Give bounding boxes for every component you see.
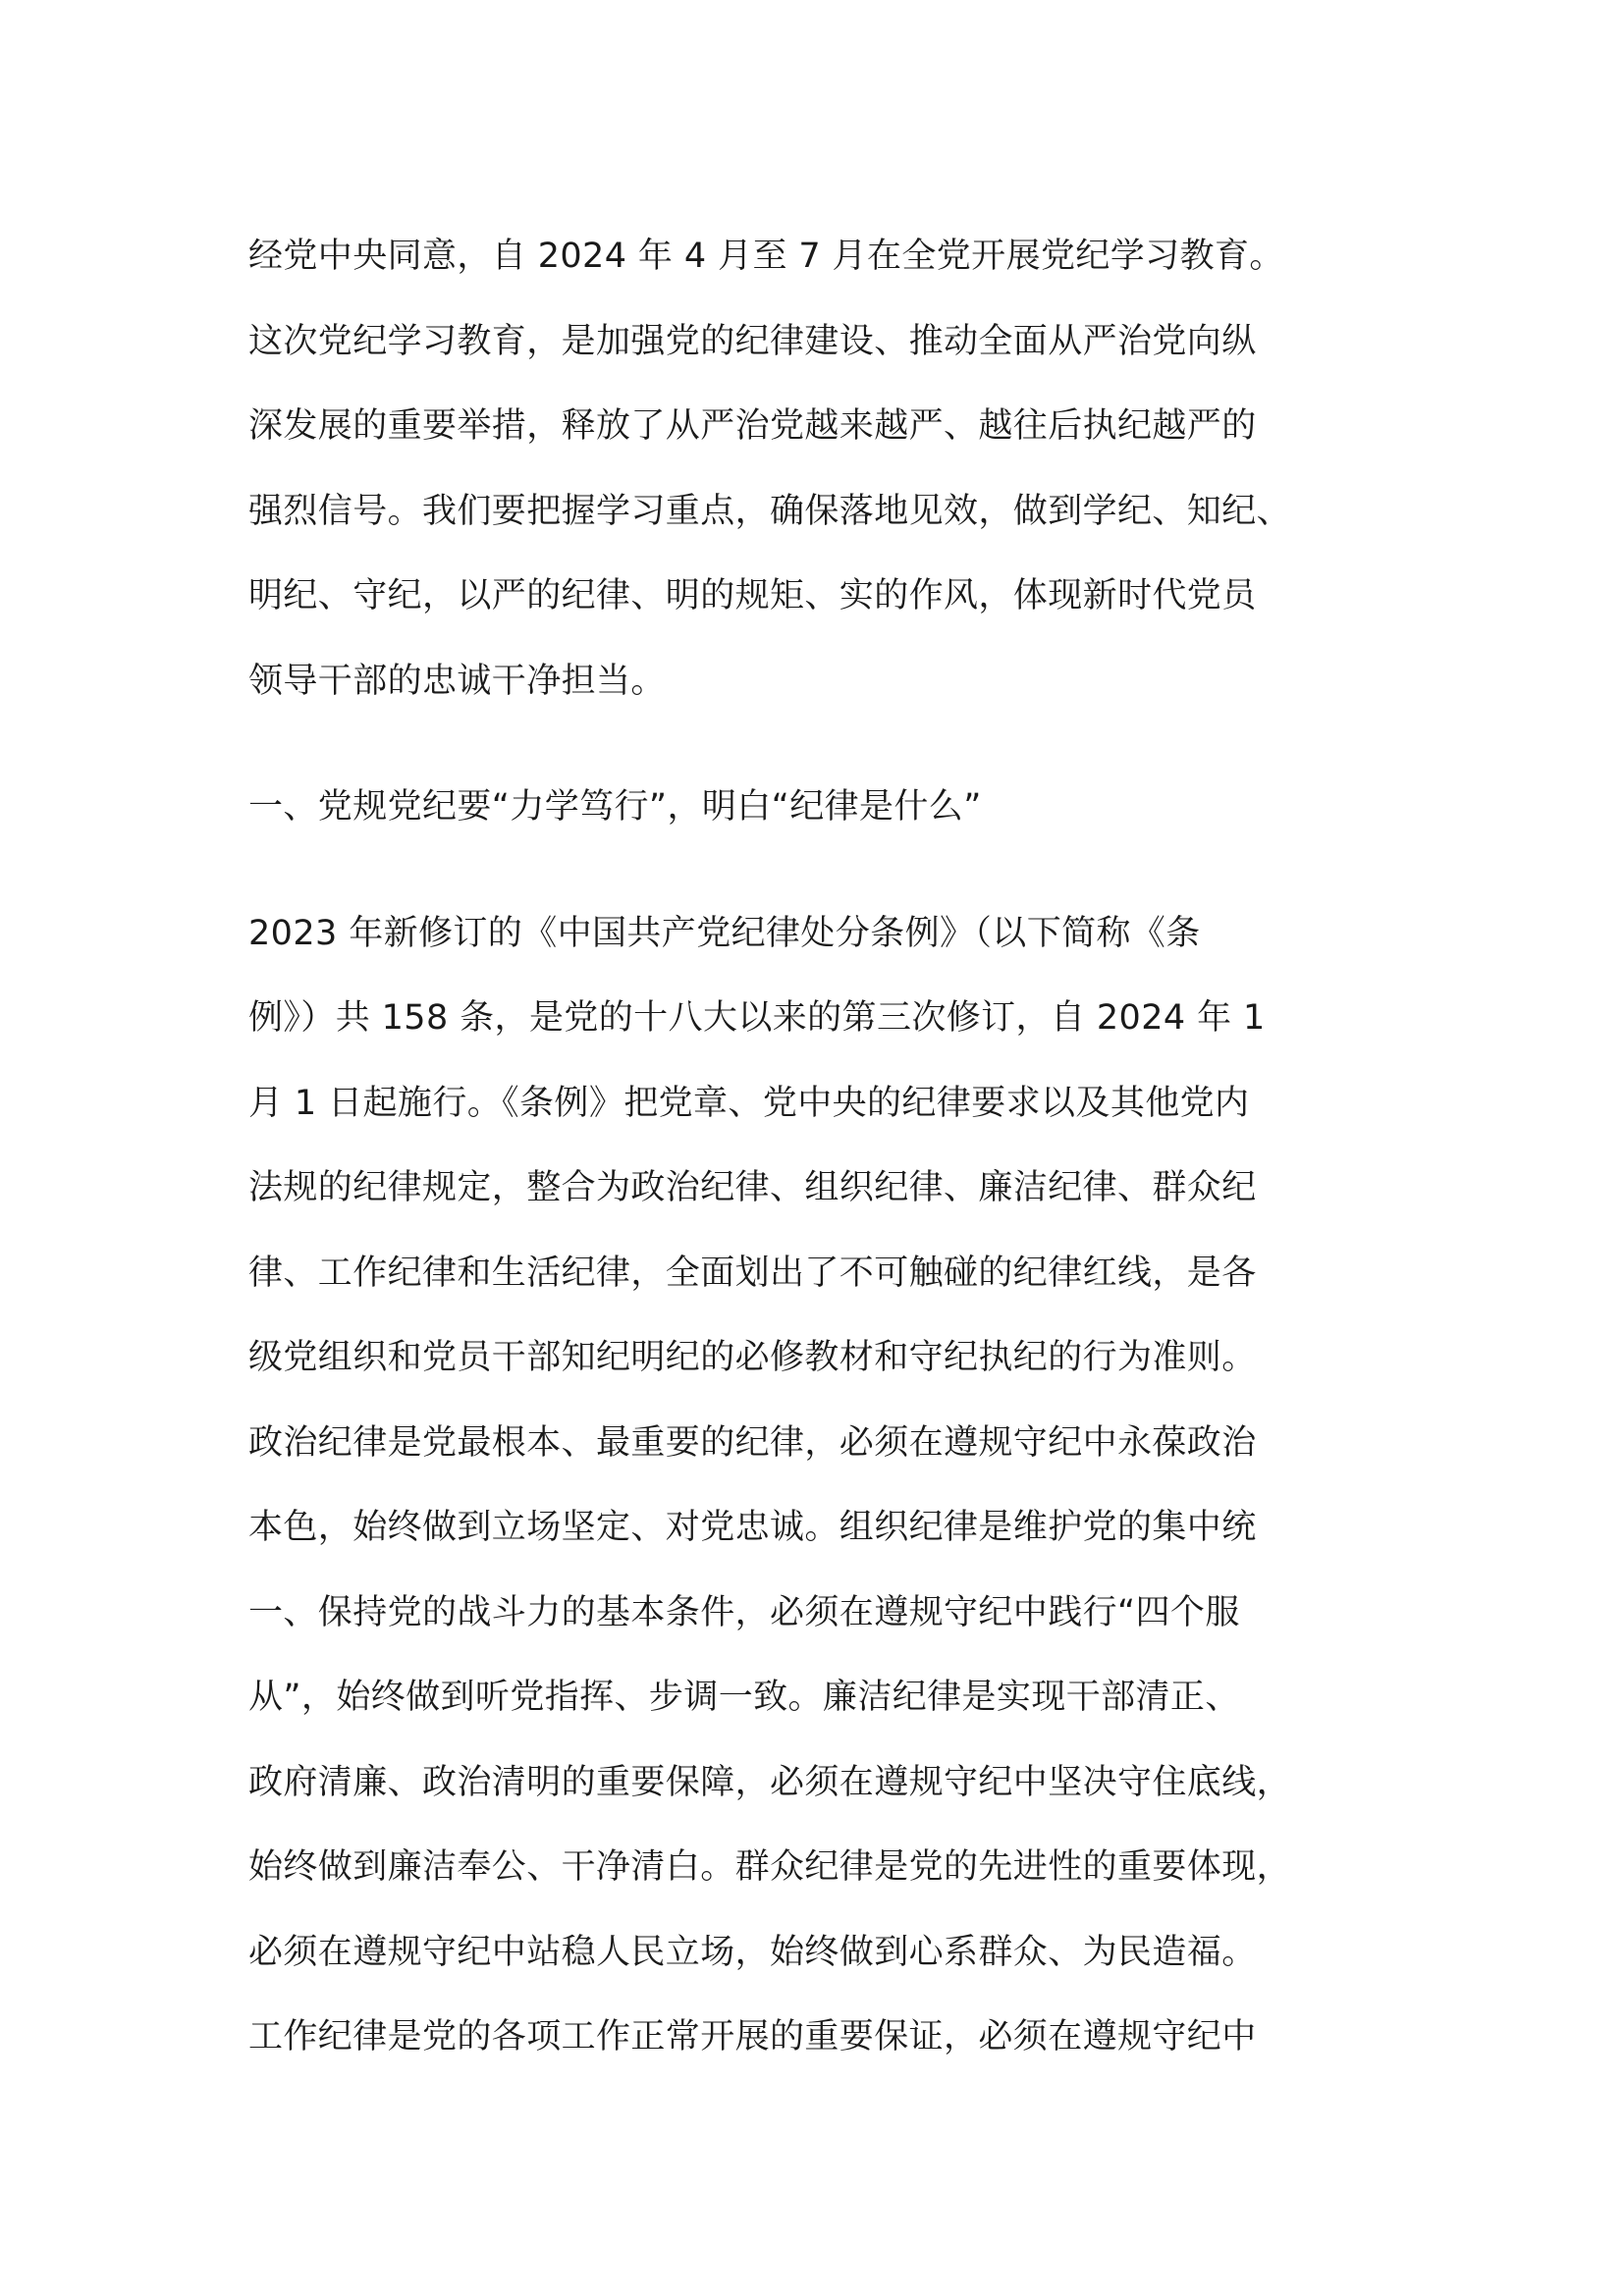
text-line: 强烈信号。我们要把握学习重点，确保落地见效，做到学纪、知纪、: [248, 491, 1292, 531]
text-line: 政治纪律是党最根本、最重要的纪律，必须在遵规守纪中永葆政治: [248, 1422, 1257, 1463]
text-line: 级党组织和党员干部知纪明纪的必修教材和守纪执纪的行为准则。: [248, 1338, 1257, 1377]
paragraph-spacer: [248, 850, 1397, 891]
text-line: 这次党纪学习教育，是加强党的纪律建设、推动全面从严治党向纵: [248, 321, 1257, 361]
text-line: 律、工作纪律和生活纪律，全面划出了不可触碰的纪律红线，是各: [248, 1253, 1257, 1293]
text-line: 法规的纪律规定，整合为政治纪律、组织纪律、廉洁纪律、群众纪: [248, 1168, 1257, 1207]
text-line: 例》）共 158 条，是党的十八大以来的第三次修订，自 2024 年 1: [248, 998, 1266, 1038]
text-line: 明纪、守纪，以严的纪律、明的规矩、实的作风，体现新时代党员: [248, 576, 1257, 615]
text-line: 2023 年新修订的《中国共产党纪律处分条例》（以下简称《条: [248, 913, 1201, 953]
document-body: [248, 214, 1397, 2080]
heading-line: 一、党规党纪要“力学笃行”，明白“纪律是什么”: [248, 787, 982, 827]
text-line: 必须在遵规守纪中站稳人民立场，始终做到心系群众、为民造福。: [248, 1932, 1257, 1972]
text-line: 从”，始终做到听党指挥、步调一致。廉洁纪律是实现干部清正、: [248, 1678, 1240, 1717]
text-line: 政府清廉、政治清明的重要保障，必须在遵规守纪中坚决守住底线，: [248, 1762, 1292, 1802]
paragraph-spacer: [248, 723, 1397, 765]
text-line: 月 1 日起施行。《条例》把党章、党中央的纪律要求以及其他党内: [248, 1083, 1250, 1123]
text-line: 深发展的重要举措，释放了从严治党越来越严、越往后执纪越严的: [248, 406, 1257, 446]
text-line: 本色，始终做到立场坚定、对党忠诚。组织纪律是维护党的集中统: [248, 1508, 1257, 1547]
text-line: 经党中央同意，自 2024 年 4 月至 7 月在全党开展党纪学习教育。: [248, 237, 1284, 276]
text-line: 始终做到廉洁奉公、干净清白。群众纪律是党的先进性的重要体现，: [248, 1847, 1292, 1887]
text-line: 一、保持党的战斗力的基本条件，必须在遵规守纪中践行“四个服: [248, 1592, 1240, 1632]
text-line: 领导干部的忠诚干净担当。: [248, 661, 666, 701]
section-heading: [248, 765, 1397, 850]
intro-paragraph: [248, 214, 1397, 723]
text-line: 工作纪律是党的各项工作正常开展的重要保证，必须在遵规守纪中: [248, 2017, 1257, 2056]
section-paragraph: [248, 891, 1397, 2080]
